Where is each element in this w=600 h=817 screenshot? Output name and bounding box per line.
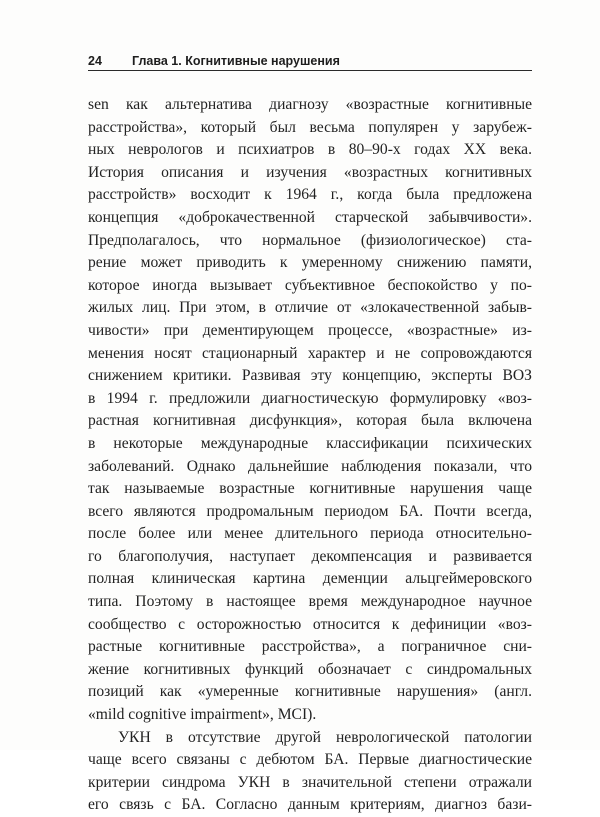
- text-line: Предполагалось, что нормальное (физиологическое) ста-: [88, 231, 532, 249]
- text-line: в 1994 г. предложили диагностическую формулировку «воз-: [88, 389, 532, 407]
- text-line: менения носят стационарный характер и не сопровождаются: [88, 344, 532, 362]
- text-line: го благополучия, наступает декомпенсация и развивается: [88, 547, 532, 565]
- text-line: «mild cognitive impairment», MCI).: [88, 706, 317, 724]
- text-line: рение может приводить к умеренному снижению памяти,: [88, 254, 532, 272]
- header-rule: [88, 70, 532, 71]
- text-line: расстройства», который был весьма популярен у зарубеж-: [88, 118, 532, 136]
- text-line: сообщество с осторожностью относится к дефиниции «воз-: [88, 615, 532, 633]
- paragraph-1: [88, 94, 532, 727]
- text-line: ных неврологов и психиатров в 80–90-х годах XX века.: [88, 141, 532, 159]
- text-line: критерии синдрома УКН в значительной степени отражали: [88, 773, 532, 791]
- text-line: растные когнитивные расстройства», а пограничное сни-: [88, 638, 532, 656]
- text-line: всего являются продромальным периодом БА. Почти всегда,: [88, 502, 532, 520]
- text-line: так называемые возрастные когнитивные нарушения чаще: [88, 480, 532, 498]
- text-line: в некоторые международные классификации психических: [88, 434, 532, 452]
- text-line: жилых лиц. При этом, в отличие от «злокачественной забыв-: [88, 299, 532, 317]
- text-line: История описания и изучения «возрастных когнитивных: [88, 163, 532, 181]
- running-head: [88, 50, 532, 72]
- text-line: растная когнитивная дисфункция», которая была включена: [88, 412, 532, 430]
- text-line: жение когнитивных функций обозначает с синдромальных: [88, 660, 532, 678]
- text-line: заболеваний. Однако дальнейшие наблюдения показали, что: [88, 457, 532, 475]
- text-line: расстройств» восходит к 1964 г., когда была предложена: [88, 186, 532, 204]
- text-line: чивости» при дементирующем процессе, «возрастные» из-: [88, 321, 532, 339]
- text-line: полная клиническая картина деменции альцгеймеровского: [88, 570, 532, 588]
- text-line: УКН в отсутствие другой неврологической патологии: [118, 728, 532, 746]
- page-number: 24: [88, 54, 102, 68]
- text-line: позиций как «умеренные когнитивные нарушения» (англ.: [88, 683, 532, 701]
- text-line: концепция «доброкачественной старческой забывчивости».: [88, 208, 532, 226]
- text-line: после более или менее длительного периода относительно-: [88, 525, 532, 543]
- text-line: которое иногда вызывает субъективное беспокойство у по-: [88, 276, 532, 294]
- body-text: [88, 94, 532, 817]
- paragraph-2: [88, 727, 532, 817]
- chapter-title: Глава 1. Когнитивные нарушения: [132, 54, 340, 68]
- text-line: sen как альтернатива диагнозу «возрастные когнитивные: [88, 96, 532, 113]
- text-line: снижением критики. Развивая эту концепцию, эксперты ВОЗ: [88, 367, 532, 385]
- text-line: его связь с БА. Согласно данным критериям, диагноз бази-: [88, 796, 532, 814]
- text-line: типа. Поэтому в настоящее время международное научное: [88, 593, 532, 611]
- text-line: чаще всего связаны с дебютом БА. Первые диагностические: [88, 751, 532, 769]
